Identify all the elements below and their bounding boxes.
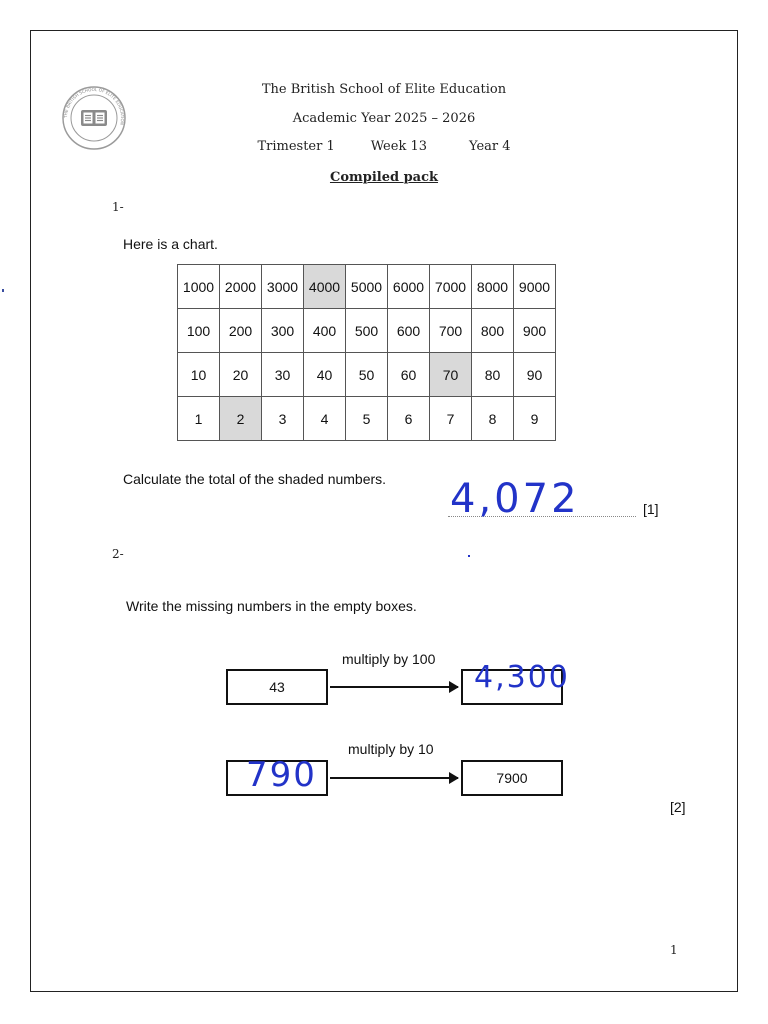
handwritten-output-1: 4,300 <box>474 660 570 695</box>
table-row <box>178 353 556 397</box>
question-2-marks: [2] <box>670 799 686 815</box>
table-cell: 8000 <box>472 265 514 309</box>
table-cell: 7000 <box>430 265 472 309</box>
handwritten-answer-1: 4,072 <box>450 476 580 522</box>
table-row <box>178 397 556 441</box>
table-cell: 20 <box>220 353 262 397</box>
school-name: The British School of Elite Education <box>261 82 507 97</box>
table-cell: 70 <box>430 353 472 397</box>
table-row <box>178 309 556 353</box>
table-cell: 1 <box>178 397 220 441</box>
table-cell: 30 <box>262 353 304 397</box>
question-1-instruction: Calculate the total of the shaded numbers. <box>123 471 387 487</box>
table-cell: 200 <box>220 309 262 353</box>
output-box-2: 7900 <box>461 760 563 796</box>
table-cell: 4 <box>304 397 346 441</box>
table-cell: 400 <box>304 309 346 353</box>
svg-text:THE BRITISH SCHOOL OF ELITE ED: THE BRITISH SCHOOL OF ELITE EDUCATION <box>62 86 126 126</box>
page-number: 1 <box>670 943 678 957</box>
input-box-1: 43 <box>226 669 328 705</box>
academic-year: Academic Year 2025 – 2026 <box>292 111 476 126</box>
table-cell: 80 <box>472 353 514 397</box>
table-cell: 3 <box>262 397 304 441</box>
term-info <box>0 139 768 154</box>
question-2-instruction: Write the missing numbers in the empty boxes. <box>126 598 417 614</box>
arrow-1 <box>330 686 458 688</box>
table-cell: 9 <box>514 397 556 441</box>
table-cell: 900 <box>514 309 556 353</box>
question-1-marks: [1] <box>643 501 659 517</box>
question-2-number: 2- <box>112 547 124 561</box>
table-cell: 1000 <box>178 265 220 309</box>
handwritten-input-2: 790 <box>246 755 317 795</box>
table-cell: 2000 <box>220 265 262 309</box>
table-cell: 5 <box>346 397 388 441</box>
question-1-number: 1- <box>112 200 124 214</box>
table-cell: 2 <box>220 397 262 441</box>
operation-label-1: multiply by 100 <box>342 651 436 667</box>
question-1-intro: Here is a chart. <box>123 236 218 252</box>
table-cell: 100 <box>178 309 220 353</box>
year-group: Year 4 <box>469 139 511 154</box>
trimester: Trimester 1 <box>257 139 335 154</box>
stray-ink-mark <box>2 289 4 292</box>
table-cell: 6000 <box>388 265 430 309</box>
table-cell: 60 <box>388 353 430 397</box>
table-cell: 500 <box>346 309 388 353</box>
table-cell: 90 <box>514 353 556 397</box>
table-cell: 8 <box>472 397 514 441</box>
table-cell: 40 <box>304 353 346 397</box>
week: Week 13 <box>370 139 427 154</box>
table-cell: 4000 <box>304 265 346 309</box>
operation-label-2: multiply by 10 <box>348 741 434 757</box>
table-cell: 6 <box>388 397 430 441</box>
table-cell: 9000 <box>514 265 556 309</box>
arrow-2 <box>330 777 458 779</box>
table-cell: 5000 <box>346 265 388 309</box>
table-cell: 7 <box>430 397 472 441</box>
table-cell: 800 <box>472 309 514 353</box>
table-cell: 300 <box>262 309 304 353</box>
place-value-chart <box>177 264 556 441</box>
stray-ink-dot <box>468 555 470 557</box>
table-cell: 50 <box>346 353 388 397</box>
table-row <box>178 265 556 309</box>
table-cell: 10 <box>178 353 220 397</box>
page-title: Compiled pack <box>329 170 439 185</box>
table-cell: 600 <box>388 309 430 353</box>
table-cell: 3000 <box>262 265 304 309</box>
table-cell: 700 <box>430 309 472 353</box>
